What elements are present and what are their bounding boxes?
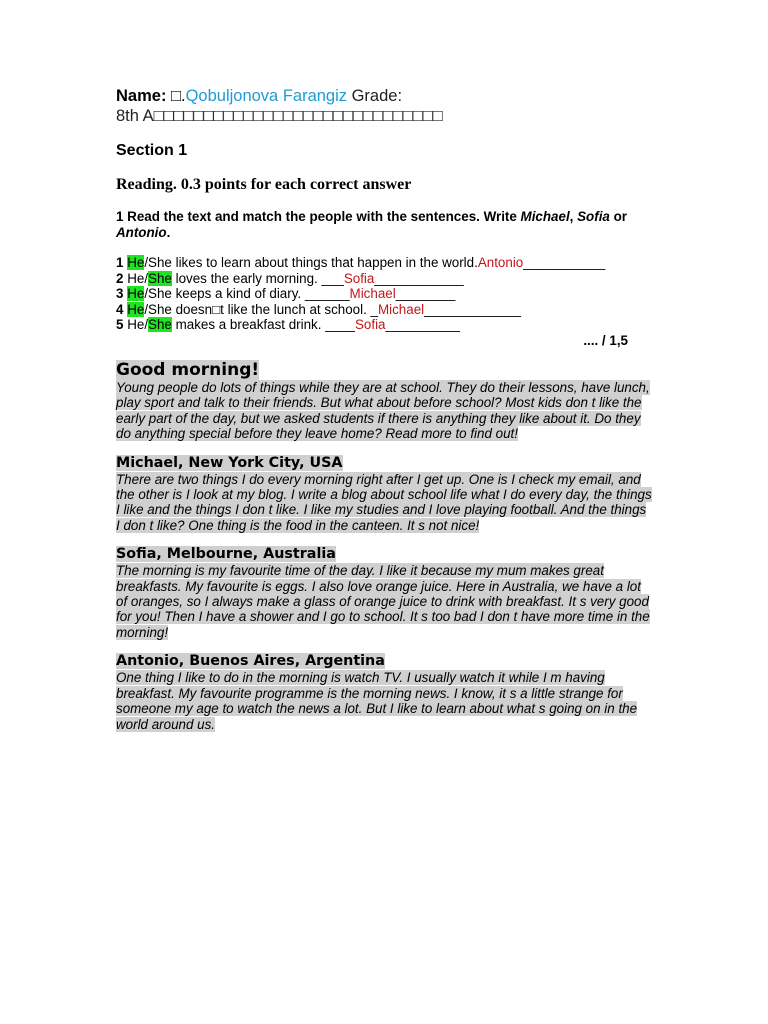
section-body-text: One thing I like to do in the morning is watch TV. I usually watch it while I m having breakfast. My favourite programme is the morning news. I know, it s a little strange for someone my age to watch the news a lot. But I like to learn about what s going on in the world around us. xyxy=(116,670,638,732)
section-heading-text: Antonio, Buenos Aires, Argentina xyxy=(116,653,385,670)
section-heading-text: Sofia, Melbourne, Australia xyxy=(116,546,336,563)
answer-sentence: likes to learn about things that happen in the world. xyxy=(171,255,478,270)
article-title-text: Good morning! xyxy=(116,360,260,380)
answer-number: 5 xyxy=(116,317,124,332)
answer-blank: ___________ xyxy=(523,255,606,270)
pronoun-slash: / xyxy=(144,286,149,301)
answer-blank: ________ xyxy=(395,286,456,301)
pronoun-she: She xyxy=(148,317,172,332)
answer-row xyxy=(116,317,652,333)
instruction-text: 1 Read the text and match the people with the sentences. Write xyxy=(116,209,521,224)
answer-sentence: loves the early morning. xyxy=(171,270,322,286)
pronoun-she: She xyxy=(148,286,172,301)
section-body-text: The morning is my favourite time of the day. I like it because my mum makes great breakfasts. My favourite is eggs. I also love orange juice. Here in Australia, we have a lot of oranges, so I always make a glass of orange juice to drink with breakfast. It s very good for you! Then I have a shower and I go to school. It s too bad I don t have more time in the morning! xyxy=(116,563,650,640)
answer-row xyxy=(116,271,652,287)
answer-number: 1 xyxy=(116,255,124,270)
pronoun-slash: / xyxy=(144,301,149,317)
answer-blank: ____ xyxy=(325,317,355,332)
instruction-name-michael: Michael xyxy=(520,209,570,224)
pronoun-he: He xyxy=(127,286,145,301)
instruction-sep: , xyxy=(569,209,578,224)
reading-title: Reading. 0.3 points for each correct answer xyxy=(116,176,412,193)
answer-value: Sofia xyxy=(343,270,375,286)
answer-row xyxy=(116,286,652,302)
answer-row xyxy=(116,255,652,271)
pronoun-she: She xyxy=(148,255,172,270)
answer-value: Michael xyxy=(377,301,425,317)
name-prefix: □. xyxy=(166,87,186,105)
grade-value: 8th A□□□□□□□□□□□□□□□□□□□□□□□□□□□□□ xyxy=(116,107,443,125)
section-heading-text: Michael, New York City, USA xyxy=(116,454,343,471)
answer-value: Antonio xyxy=(477,255,524,270)
worksheet xyxy=(116,86,652,732)
section-heading xyxy=(116,455,652,472)
instruction-name-antonio: Antonio xyxy=(116,225,167,240)
answer-row xyxy=(116,302,652,318)
answer-blank: ____________ xyxy=(374,270,464,286)
instruction-suffix: . xyxy=(166,225,171,240)
instruction xyxy=(116,209,652,241)
pronoun-he: He xyxy=(127,317,145,332)
section-heading xyxy=(116,653,652,670)
section-heading xyxy=(116,546,652,563)
answer-blank: _ xyxy=(370,301,378,317)
article-intro-text: Young people do lots of things while they are at school. They do their lessons, have lunch, play sport and talk to their friends. But what about before school? Most kids don t like the early part of the day, but we asked students if there is anything they like about it. Do they do anything special before they leave home? Read more to find out! xyxy=(116,380,650,442)
pronoun-he: He xyxy=(127,301,145,317)
answer-blank: ___ xyxy=(321,270,344,286)
grade-label: Grade: xyxy=(347,87,403,105)
pronoun-slash: / xyxy=(144,317,149,332)
article-sections xyxy=(116,455,652,732)
instruction-name-sofia: Sofia xyxy=(577,209,610,224)
answer-sentence: makes a breakfast drink. xyxy=(171,317,326,332)
instruction-sep: or xyxy=(609,209,627,224)
section-body xyxy=(116,472,652,534)
answer-blank: ______ xyxy=(304,286,350,301)
section-body-text: There are two things I do every morning right after I get up. One is I check my email, and the other is I look at my blog. I write a blog about school life what I do every day, the things I like and the things I don t like. I like my studies and I love playing football. And the things I don t like? One thing is the food in the canteen. It s not nice! xyxy=(116,471,652,533)
section-body xyxy=(116,563,652,640)
answer-number: 3 xyxy=(116,286,124,301)
article-title xyxy=(116,360,652,380)
name-line xyxy=(116,86,652,126)
article-intro xyxy=(116,380,652,442)
pronoun-slash: / xyxy=(144,255,149,270)
answer-blank: __________ xyxy=(385,317,460,332)
section-body xyxy=(116,670,652,732)
pronoun-he: He xyxy=(127,255,145,270)
section-title: Section 1 xyxy=(116,142,188,159)
score: .... / 1,5 xyxy=(583,332,628,348)
pronoun-she: She xyxy=(148,270,172,286)
name-label: Name: xyxy=(116,87,167,105)
pronoun-she: She xyxy=(148,301,172,317)
pronoun-slash: / xyxy=(144,270,149,286)
answer-value: Sofia xyxy=(354,317,386,332)
student-name: Qobuljonova Farangiz xyxy=(185,87,348,105)
answer-list xyxy=(116,255,652,333)
answer-number: 4 xyxy=(116,301,124,317)
answer-sentence: doesn□t like the lunch at school. xyxy=(171,301,371,317)
answer-number: 2 xyxy=(116,270,124,286)
answer-value: Michael xyxy=(349,286,396,301)
answer-sentence: keeps a kind of diary. xyxy=(171,286,305,301)
pronoun-he: He xyxy=(127,270,145,286)
answer-blank: _____________ xyxy=(424,301,521,317)
